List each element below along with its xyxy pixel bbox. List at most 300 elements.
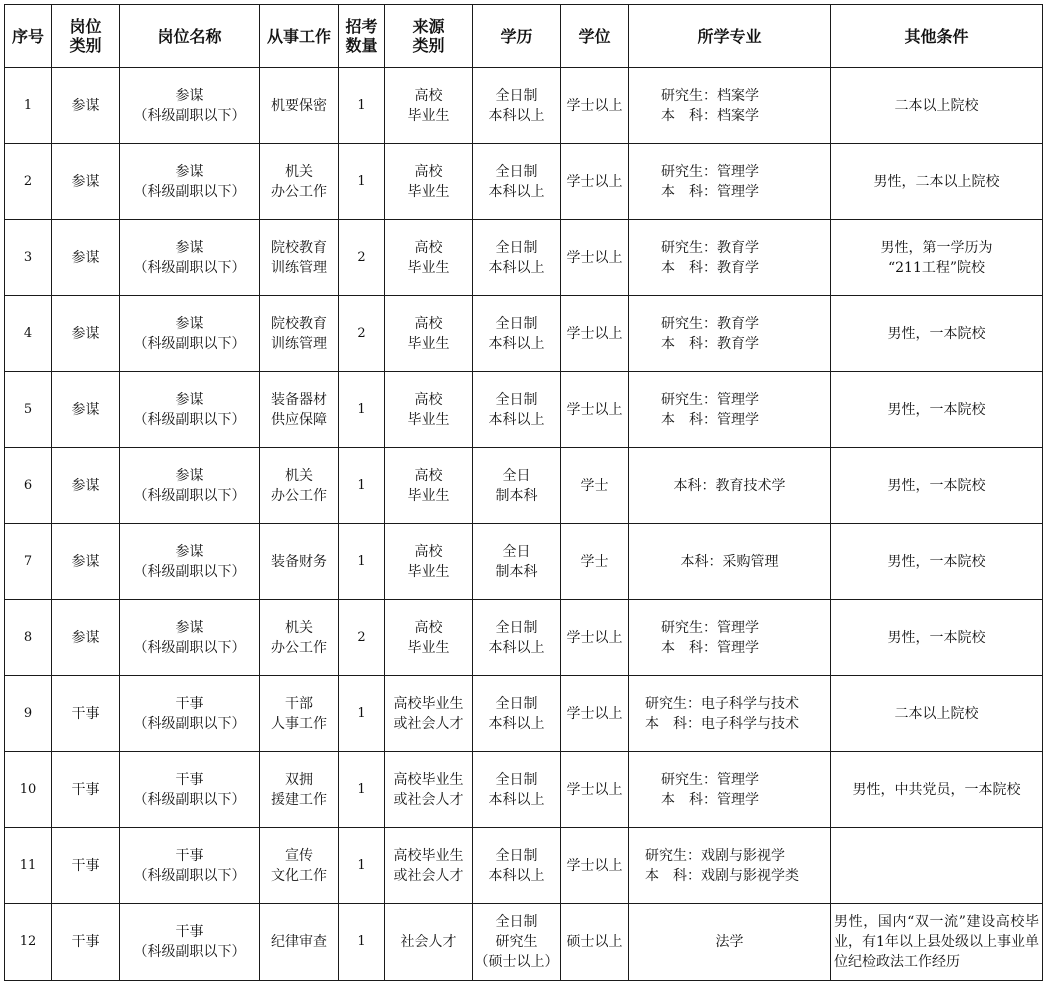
major-cell-line: 本科：采购管理 xyxy=(680,553,779,570)
table-row xyxy=(5,600,1043,676)
work-cell-line: 装备器材 xyxy=(271,391,327,408)
education-cell xyxy=(473,220,561,296)
post-name-cell-line: （科级副职以下） xyxy=(133,411,246,428)
table-header-row xyxy=(5,5,1043,68)
major-cell-line: 研究生：教育学 xyxy=(661,315,759,332)
other-conditions-cell xyxy=(831,904,1043,981)
degree-cell xyxy=(561,904,629,981)
degree-cell xyxy=(561,68,629,144)
quota-cell xyxy=(339,524,385,600)
degree-cell-text: 学士以上 xyxy=(566,781,623,798)
post-name-cell-line: 参谋 xyxy=(175,239,204,256)
work-cell-line: 办公工作 xyxy=(271,183,327,200)
source-category-cell xyxy=(385,676,473,752)
source-category-cell xyxy=(385,752,473,828)
post-category-cell xyxy=(52,600,120,676)
education-cell-line: 全日制 xyxy=(495,695,538,712)
source-category-cell-line: 毕业生 xyxy=(407,487,450,504)
post-name-cell-line: 参谋 xyxy=(175,87,204,104)
work-cell-line: 院校教育 xyxy=(271,315,327,332)
other-conditions-cell xyxy=(831,524,1043,600)
education-cell-line: 本科以上 xyxy=(488,791,545,808)
table-row xyxy=(5,220,1043,296)
serial-no-cell-text: 7 xyxy=(23,553,33,569)
major-cell-line: 法学 xyxy=(715,934,744,950)
post-category-cell xyxy=(52,448,120,524)
quota-cell-text: 1 xyxy=(357,934,366,949)
table-body xyxy=(5,68,1043,981)
source-category-cell-line: 或社会人才 xyxy=(393,715,464,732)
post-name-cell-line: （科级副职以下） xyxy=(133,639,246,656)
quota-cell-text: 2 xyxy=(357,629,366,645)
work-cell xyxy=(260,752,339,828)
table-row xyxy=(5,904,1043,981)
other-conditions-cell-text: 男性，一本院校 xyxy=(887,629,986,646)
degree-cell-text: 学士以上 xyxy=(566,249,623,266)
quota-cell-text: 2 xyxy=(357,325,366,341)
serial-no-cell xyxy=(5,220,52,296)
post-name-cell xyxy=(120,144,260,220)
serial-no-cell-text: 4 xyxy=(23,325,33,341)
header-text: 从事工作 xyxy=(266,26,331,46)
source-category-cell-line: 毕业生 xyxy=(407,335,450,352)
degree-cell xyxy=(561,448,629,524)
post-category-cell-text: 干事 xyxy=(71,705,100,722)
other-conditions-cell-text: 男性，一本院校 xyxy=(887,325,986,342)
post-name-cell-line: 干事 xyxy=(175,924,204,940)
work-cell-line: 机关 xyxy=(285,467,313,484)
post-category-cell xyxy=(52,828,120,904)
education-cell-line: 全日 xyxy=(502,467,531,484)
education-cell-line: 本科以上 xyxy=(488,715,545,732)
post-category-cell-text: 干事 xyxy=(71,781,100,798)
quota-cell xyxy=(339,600,385,676)
major-cell-line: 本 科：管理学 xyxy=(661,411,759,428)
post-name-cell-line: 参谋 xyxy=(175,391,204,408)
source-category-cell-line: 社会人才 xyxy=(400,934,457,950)
education-cell-line: 制本科 xyxy=(495,487,538,504)
header-text: 学位 xyxy=(578,26,611,46)
header-text: 其他条件 xyxy=(904,26,969,46)
quota-cell-text: 1 xyxy=(357,857,366,873)
other-conditions-cell-line: “211工程”院校 xyxy=(887,259,986,276)
other-conditions-cell xyxy=(831,296,1043,372)
education-cell-line: 本科以上 xyxy=(488,335,545,352)
work-cell xyxy=(260,676,339,752)
post-name-cell-line: （科级副职以下） xyxy=(133,107,246,124)
major-cell-line: 研究生：管理学 xyxy=(661,771,759,788)
education-cell-line: （硕士以上） xyxy=(474,954,559,970)
work-cell-line: 办公工作 xyxy=(271,639,327,656)
post-category-cell-text: 参谋 xyxy=(71,401,100,418)
degree-cell-text: 学士以上 xyxy=(566,629,623,646)
header-text: 学历 xyxy=(500,26,533,46)
major-cell xyxy=(629,296,831,372)
education-cell xyxy=(473,296,561,372)
work-cell-line: 双拥 xyxy=(285,771,313,788)
source-category-cell xyxy=(385,144,473,220)
major-cell-line: 本 科：教育学 xyxy=(661,335,759,352)
education-cell xyxy=(473,144,561,220)
other-conditions-cell xyxy=(831,144,1043,220)
header-other-conditions xyxy=(831,5,1043,68)
source-category-cell xyxy=(385,220,473,296)
header-serial-no xyxy=(5,5,52,68)
other-conditions-cell xyxy=(831,600,1043,676)
post-name-cell xyxy=(120,676,260,752)
header-degree xyxy=(561,5,629,68)
work-cell xyxy=(260,372,339,448)
quota-cell-text: 1 xyxy=(357,553,366,569)
education-cell xyxy=(473,68,561,144)
education-cell-line: 全日制 xyxy=(495,619,538,636)
major-cell-line: 本 科：戏剧与影视学类 xyxy=(645,867,799,884)
source-category-cell-line: 高校 xyxy=(414,619,443,636)
degree-cell-text: 学士 xyxy=(580,553,609,570)
post-category-cell xyxy=(52,372,120,448)
degree-cell-text: 学士以上 xyxy=(566,401,623,418)
source-category-cell-line: 毕业生 xyxy=(407,107,450,124)
serial-no-cell xyxy=(5,676,52,752)
major-cell xyxy=(629,524,831,600)
work-cell-line: 训练管理 xyxy=(271,335,327,352)
post-name-cell-line: （科级副职以下） xyxy=(133,563,246,580)
work-cell-line: 机关 xyxy=(285,619,313,636)
post-name-cell-line: 干事 xyxy=(175,847,204,864)
serial-no-cell xyxy=(5,904,52,981)
header-text: 招考 xyxy=(345,17,378,36)
post-category-cell xyxy=(52,676,120,752)
work-cell xyxy=(260,904,339,981)
quota-cell xyxy=(339,220,385,296)
education-cell-line: 全日制 xyxy=(495,391,538,408)
recruitment-table xyxy=(4,4,1043,981)
post-name-cell-line: （科级副职以下） xyxy=(133,183,246,200)
other-conditions-cell-text: 男性，一本院校 xyxy=(887,477,986,494)
major-cell xyxy=(629,828,831,904)
quota-cell xyxy=(339,296,385,372)
education-cell xyxy=(473,372,561,448)
source-category-cell-line: 毕业生 xyxy=(407,411,450,428)
serial-no-cell xyxy=(5,448,52,524)
header-text: 序号 xyxy=(11,26,44,46)
header-post-name xyxy=(120,5,260,68)
other-conditions-cell xyxy=(831,220,1043,296)
degree-cell xyxy=(561,600,629,676)
post-category-cell-text: 参谋 xyxy=(71,325,100,342)
post-category-cell-text: 参谋 xyxy=(71,629,100,646)
quota-cell-text: 1 xyxy=(357,97,366,113)
source-category-cell-line: 高校 xyxy=(414,467,443,484)
serial-no-cell xyxy=(5,296,52,372)
post-category-cell xyxy=(52,524,120,600)
quota-cell xyxy=(339,752,385,828)
source-category-cell-line: 高校 xyxy=(414,391,443,408)
source-category-cell xyxy=(385,448,473,524)
serial-no-cell xyxy=(5,372,52,448)
other-conditions-cell xyxy=(831,372,1043,448)
work-cell-line: 机关 xyxy=(285,163,313,180)
education-cell-line: 全日制 xyxy=(495,239,538,256)
education-cell-line: 研究生 xyxy=(495,934,538,950)
serial-no-cell-text: 3 xyxy=(23,249,33,265)
work-cell xyxy=(260,144,339,220)
quota-cell-text: 1 xyxy=(357,781,366,797)
source-category-cell-line: 毕业生 xyxy=(407,639,450,656)
table-row xyxy=(5,676,1043,752)
quota-cell-text: 1 xyxy=(357,173,366,189)
table-row xyxy=(5,68,1043,144)
table-row xyxy=(5,752,1043,828)
source-category-cell xyxy=(385,600,473,676)
education-cell-line: 全日制 xyxy=(495,87,538,104)
post-name-cell-line: 干事 xyxy=(175,695,204,712)
work-cell-line: 办公工作 xyxy=(271,487,327,504)
other-conditions-cell xyxy=(831,752,1043,828)
header-text: 类别 xyxy=(412,36,445,55)
degree-cell xyxy=(561,296,629,372)
post-category-cell-text: 参谋 xyxy=(71,477,100,494)
major-cell xyxy=(629,676,831,752)
degree-cell xyxy=(561,524,629,600)
other-conditions-cell-line: 男性，第一学历为 xyxy=(880,239,993,256)
serial-no-cell-text: 6 xyxy=(23,477,33,493)
major-cell xyxy=(629,144,831,220)
header-work xyxy=(260,5,339,68)
post-name-cell-line: （科级副职以下） xyxy=(133,715,246,732)
post-name-cell-line: （科级副职以下） xyxy=(133,487,246,504)
degree-cell-text: 学士以上 xyxy=(566,325,623,342)
table-row xyxy=(5,828,1043,904)
education-cell-line: 制本科 xyxy=(495,563,538,580)
work-cell-line: 装备财务 xyxy=(271,553,327,570)
post-name-cell-line: （科级副职以下） xyxy=(133,944,246,960)
source-category-cell-line: 高校毕业生 xyxy=(393,847,464,864)
education-cell-line: 全日制 xyxy=(495,847,538,864)
post-category-cell xyxy=(52,144,120,220)
work-cell-line: 机要保密 xyxy=(271,97,327,114)
post-name-cell-line: 干事 xyxy=(175,771,204,788)
header-source-category xyxy=(385,5,473,68)
major-cell xyxy=(629,220,831,296)
post-name-cell-line: 参谋 xyxy=(175,467,204,484)
other-conditions-cell xyxy=(831,68,1043,144)
source-category-cell xyxy=(385,828,473,904)
major-cell-line: 研究生：电子科学与技术 xyxy=(645,695,799,712)
post-category-cell-text: 参谋 xyxy=(71,249,100,266)
other-conditions-cell-text: 男性，一本院校 xyxy=(887,401,986,418)
degree-cell xyxy=(561,752,629,828)
work-cell xyxy=(260,448,339,524)
other-conditions-cell xyxy=(831,448,1043,524)
degree-cell xyxy=(561,372,629,448)
major-cell-line: 本 科：档案学 xyxy=(661,107,759,124)
serial-no-cell xyxy=(5,68,52,144)
post-name-cell-line: 参谋 xyxy=(175,163,204,180)
post-category-cell xyxy=(52,296,120,372)
major-cell-line: 本 科：管理学 xyxy=(661,639,759,656)
post-category-cell xyxy=(52,752,120,828)
work-cell xyxy=(260,828,339,904)
source-category-cell-line: 高校 xyxy=(414,239,443,256)
education-cell xyxy=(473,524,561,600)
education-cell xyxy=(473,828,561,904)
education-cell-line: 全日制 xyxy=(495,163,538,180)
degree-cell xyxy=(561,676,629,752)
education-cell-line: 本科以上 xyxy=(488,183,545,200)
education-cell-line: 本科以上 xyxy=(488,867,545,884)
major-cell-line: 本科：教育技术学 xyxy=(673,477,786,494)
header-post-category xyxy=(52,5,120,68)
source-category-cell-line: 高校毕业生 xyxy=(393,771,464,788)
source-category-cell xyxy=(385,372,473,448)
major-cell xyxy=(629,600,831,676)
source-category-cell-line: 高校 xyxy=(414,543,443,560)
degree-cell-text: 硕士以上 xyxy=(566,934,623,950)
other-conditions-cell xyxy=(831,828,1043,904)
source-category-cell-line: 或社会人才 xyxy=(393,867,464,884)
serial-no-cell-text: 11 xyxy=(19,857,37,873)
major-cell-line: 本 科：教育学 xyxy=(661,259,759,276)
major-cell-line: 研究生：档案学 xyxy=(661,87,759,104)
degree-cell xyxy=(561,220,629,296)
post-category-cell-text: 参谋 xyxy=(71,173,100,190)
education-cell xyxy=(473,448,561,524)
degree-cell-text: 学士以上 xyxy=(566,705,623,722)
post-name-cell-line: （科级副职以下） xyxy=(133,259,246,276)
post-name-cell xyxy=(120,828,260,904)
other-conditions-cell-text: 男性，国内“双一流”建设高校毕业，有1年以上县处级以上事业单位纪检政法工作经历 xyxy=(834,914,1039,970)
source-category-cell-line: 毕业生 xyxy=(407,563,450,580)
work-cell-line: 宣传 xyxy=(285,847,313,864)
post-category-cell xyxy=(52,68,120,144)
work-cell xyxy=(260,220,339,296)
post-name-cell xyxy=(120,524,260,600)
other-conditions-cell-text: 男性，二本以上院校 xyxy=(873,173,1000,190)
header-major xyxy=(629,5,831,68)
table-row xyxy=(5,144,1043,220)
serial-no-cell xyxy=(5,600,52,676)
source-category-cell-line: 高校 xyxy=(414,163,443,180)
header-education xyxy=(473,5,561,68)
source-category-cell xyxy=(385,524,473,600)
post-name-cell-line: 参谋 xyxy=(175,543,204,560)
work-cell-line: 院校教育 xyxy=(271,239,327,256)
degree-cell xyxy=(561,144,629,220)
source-category-cell-line: 毕业生 xyxy=(407,259,450,276)
major-cell xyxy=(629,372,831,448)
table-row xyxy=(5,372,1043,448)
quota-cell-text: 1 xyxy=(357,705,366,721)
header-text: 岗位名称 xyxy=(157,26,222,46)
education-cell-line: 全日制 xyxy=(495,315,538,332)
serial-no-cell-text: 8 xyxy=(23,629,33,645)
serial-no-cell xyxy=(5,144,52,220)
post-category-cell-text: 干事 xyxy=(71,934,100,950)
major-cell-line: 本 科：电子科学与技术 xyxy=(645,715,799,732)
work-cell-line: 训练管理 xyxy=(271,259,327,276)
education-cell xyxy=(473,752,561,828)
major-cell-line: 研究生：管理学 xyxy=(661,163,759,180)
degree-cell-text: 学士以上 xyxy=(566,173,623,190)
education-cell-line: 本科以上 xyxy=(488,259,545,276)
major-cell-line: 本 科：管理学 xyxy=(661,791,759,808)
other-conditions-cell xyxy=(831,676,1043,752)
serial-no-cell-text: 2 xyxy=(23,173,33,189)
education-cell-line: 全日制 xyxy=(495,914,538,930)
major-cell xyxy=(629,68,831,144)
table-row xyxy=(5,448,1043,524)
source-category-cell xyxy=(385,68,473,144)
post-category-cell-text: 干事 xyxy=(71,857,100,874)
other-conditions-cell-text: 二本以上院校 xyxy=(894,705,979,722)
post-category-cell xyxy=(52,220,120,296)
header-text: 来源 xyxy=(412,17,445,36)
quota-cell-text: 2 xyxy=(357,249,366,265)
education-cell xyxy=(473,600,561,676)
post-name-cell xyxy=(120,904,260,981)
post-name-cell xyxy=(120,372,260,448)
post-name-cell-line: 参谋 xyxy=(175,619,204,636)
degree-cell-text: 学士 xyxy=(580,477,609,494)
serial-no-cell-text: 1 xyxy=(23,97,33,113)
major-cell-line: 研究生：教育学 xyxy=(661,239,759,256)
source-category-cell xyxy=(385,296,473,372)
header-text: 数量 xyxy=(345,36,378,55)
degree-cell-text: 学士以上 xyxy=(566,97,623,114)
degree-cell xyxy=(561,828,629,904)
quota-cell-text: 1 xyxy=(357,477,366,493)
serial-no-cell xyxy=(5,524,52,600)
quota-cell xyxy=(339,448,385,524)
major-cell xyxy=(629,752,831,828)
major-cell-line: 研究生：戏剧与影视学 xyxy=(645,847,785,864)
serial-no-cell-text: 9 xyxy=(23,705,33,721)
major-cell xyxy=(629,448,831,524)
source-category-cell-line: 高校 xyxy=(414,87,443,104)
post-name-cell xyxy=(120,600,260,676)
quota-cell xyxy=(339,828,385,904)
quota-cell xyxy=(339,68,385,144)
serial-no-cell-text: 5 xyxy=(23,401,33,417)
post-name-cell-line: （科级副职以下） xyxy=(133,791,246,808)
quota-cell xyxy=(339,904,385,981)
work-cell xyxy=(260,296,339,372)
post-category-cell-text: 参谋 xyxy=(71,553,100,570)
serial-no-cell-text: 12 xyxy=(19,934,37,949)
work-cell xyxy=(260,68,339,144)
post-name-cell-line: （科级副职以下） xyxy=(133,867,246,884)
work-cell-line: 文化工作 xyxy=(271,867,327,884)
post-category-cell xyxy=(52,904,120,981)
work-cell xyxy=(260,600,339,676)
education-cell-line: 本科以上 xyxy=(488,411,545,428)
serial-no-cell xyxy=(5,752,52,828)
education-cell xyxy=(473,904,561,981)
education-cell-line: 本科以上 xyxy=(488,639,545,656)
post-name-cell xyxy=(120,68,260,144)
quota-cell xyxy=(339,372,385,448)
work-cell-line: 干部 xyxy=(285,695,313,712)
other-conditions-cell-text: 二本以上院校 xyxy=(894,97,979,114)
work-cell-line: 纪律审查 xyxy=(271,934,327,950)
post-name-cell-line: 参谋 xyxy=(175,315,204,332)
source-category-cell-line: 或社会人才 xyxy=(393,791,464,808)
table-row xyxy=(5,296,1043,372)
source-category-cell-line: 毕业生 xyxy=(407,183,450,200)
work-cell xyxy=(260,524,339,600)
major-cell-line: 研究生：管理学 xyxy=(661,391,759,408)
